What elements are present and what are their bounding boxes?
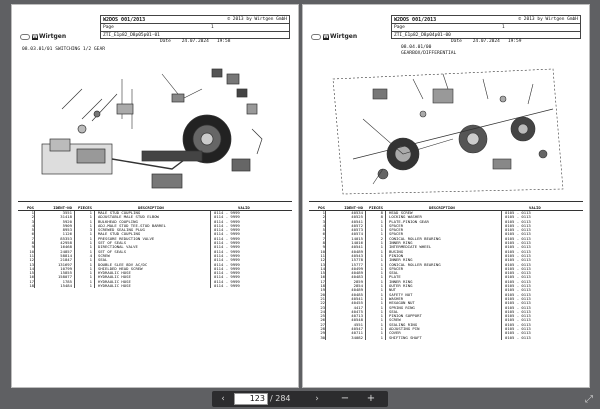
description-cell: HYDRAULIC HOSE (98, 278, 131, 284)
valid-cell: 0105 - 0113 (505, 214, 531, 220)
pos-cell: 14 (320, 265, 325, 271)
valid-cell: 0114 - 9999 (214, 270, 240, 276)
page-number: 1 (502, 25, 505, 30)
pos-cell: 21 (320, 295, 325, 301)
valid-cell: 0105 - 0113 (505, 321, 531, 327)
document-page-left (11, 4, 299, 388)
valid-cell: 0105 - 0113 (505, 317, 531, 323)
valid-cell: 0105 - 0113 (505, 283, 531, 289)
valid-cell: 0114 - 9999 (214, 240, 240, 246)
description-cell: DOUBLE SLEE 8DV AC/DC (98, 261, 148, 267)
pos-cell: 4 (322, 222, 325, 228)
description-cell: HEAD SCREW (389, 210, 413, 215)
zoom-in-button[interactable]: + (366, 393, 376, 404)
description-cell: HYDRAULIC HOSE (98, 270, 131, 276)
pieces-cell: 1 (380, 252, 383, 258)
valid-cell: 0105 - 0113 (505, 261, 531, 267)
description-cell: CONICAL ROLLER BEARING (389, 261, 441, 267)
pos-cell: 13 (29, 261, 34, 267)
pos-cell: 9 (31, 244, 34, 250)
pieces-cell: 1 (89, 231, 92, 237)
description-cell: CONICAL ROLLER BEARING (389, 235, 441, 241)
pieces-cell: 8 (380, 210, 383, 215)
ident-cell: 1126 (62, 231, 72, 237)
pieces-cell: 1 (380, 222, 383, 228)
pos-cell: 17 (320, 278, 325, 284)
ident-cell: 4417 (353, 304, 363, 310)
pos-cell: 8 (31, 240, 34, 246)
valid-cell: 0114 - 9999 (214, 218, 240, 224)
pos-cell: 20 (320, 291, 325, 297)
description-cell: PLATE (389, 274, 401, 280)
pos-cell: 15 (320, 270, 325, 276)
ident-cell: 40548 (351, 317, 363, 323)
pieces-cell: 1 (89, 283, 92, 289)
doc-title: W2DOS 001/2013 (103, 17, 146, 23)
ident-cell: 31418 (60, 214, 72, 220)
pos-cell: 6 (322, 231, 325, 237)
table-divider (385, 211, 386, 340)
description-cell: SET OF SEALS (98, 240, 127, 246)
valid-cell: 0105 - 0113 (505, 222, 531, 228)
valid-cell: 0105 - 0113 (505, 295, 531, 301)
valid-cell: 0114 - 9999 (214, 210, 240, 215)
description-cell: BULKHEAD COUPLING (98, 218, 138, 224)
pieces-cell: 2 (380, 235, 383, 241)
pos-cell: 1 (322, 210, 325, 215)
ident-cell: 15777 (351, 261, 363, 267)
ident-cell: 40573 (351, 227, 363, 233)
table-divider (94, 211, 95, 288)
pos-cell: 16 (29, 274, 34, 280)
description-cell: MALE STUD COUPLING (98, 210, 141, 215)
description-cell: PINION (389, 252, 404, 258)
emblem-icon (311, 34, 321, 40)
valid-cell: 0114 - 9999 (214, 257, 240, 263)
ident-cell: 40485 (351, 291, 363, 297)
valid-cell: 0105 - 0113 (505, 244, 531, 250)
valid-cell: 0114 - 9999 (214, 283, 240, 289)
ident-cell: 15778 (351, 257, 363, 263)
description-cell: INNER RING (389, 278, 413, 284)
description-cell: PRESSURE REDUCTION VALVE (98, 235, 155, 241)
description-cell: INNER RING (389, 257, 413, 263)
description-cell: SCREWED SEALING PLUG (98, 227, 145, 233)
pos-cell: 28 (320, 326, 325, 332)
ident-cell: 16468 (60, 244, 72, 250)
pieces-cell: 1 (380, 248, 383, 254)
ident-cell: 1785 (62, 278, 72, 284)
pieces-cell: 1 (89, 257, 92, 263)
doc-title: W2DOS 001/2013 (394, 17, 437, 23)
table-row (309, 336, 583, 340)
ident-cell: 40711 (351, 330, 363, 336)
description-cell: SEAL (98, 257, 108, 263)
pieces-cell: 1 (380, 326, 383, 332)
description-cell: NUT (389, 287, 397, 293)
description-cell: WASHER (389, 295, 404, 301)
page-number: 1 (211, 25, 214, 30)
file-code: ZTI_E1p82_D8p05p01-01 (103, 32, 160, 38)
valid-cell: 0114 - 9999 (214, 265, 240, 271)
pos-cell: 24 (320, 308, 325, 314)
pos-cell: 19 (320, 287, 325, 293)
description-cell: SPACER (389, 222, 404, 228)
pos-cell: 10 (29, 248, 34, 254)
valid-cell: 0105 - 0113 (505, 313, 531, 319)
ident-cell: 131697 (57, 261, 72, 267)
pos-cell: 2 (31, 214, 34, 220)
valid-cell: 0114 - 9999 (214, 274, 240, 280)
description-cell: SHIFTING SHAFT (389, 334, 422, 340)
date-value: 24.07.2024 (472, 39, 500, 44)
wirtgen-logo: WWirtgen (20, 33, 66, 40)
pos-cell: 23 (320, 304, 325, 310)
valid-cell: 0105 - 0113 (505, 326, 531, 332)
table-divider (74, 211, 75, 288)
valid-cell: 0105 - 0113 (505, 240, 531, 246)
valid-cell: 0114 - 9999 (214, 278, 240, 284)
description-cell: BUSING (389, 248, 404, 254)
copyright: © 2013 by Wirtgen GmbH (518, 17, 578, 22)
pos-cell: 16 (320, 274, 325, 280)
pieces-cell: 1 (380, 278, 383, 284)
ident-cell: 40489 (351, 287, 363, 293)
pos-cell: 11 (29, 252, 34, 258)
pos-cell: 22 (320, 300, 325, 306)
pos-cell: 12 (320, 257, 325, 263)
pos-cell: 7 (31, 235, 34, 241)
pieces-cell: 1 (380, 261, 383, 267)
ident-cell: 58814 (60, 252, 72, 258)
pos-cell: 5 (31, 227, 34, 233)
description-cell: DIRECTIONAL VALVE (98, 244, 138, 250)
valid-cell: 0105 - 0113 (505, 334, 531, 340)
valid-cell: 0114 - 9999 (214, 214, 240, 220)
ident-cell: 21847 (60, 257, 72, 263)
time-value: 19:59 (507, 39, 522, 44)
pieces-cell: 1 (89, 261, 92, 267)
description-cell: LOCKING WASHER (389, 214, 422, 220)
pos-cell: 3 (31, 218, 34, 224)
ident-cell: 14015 (351, 235, 363, 241)
pieces-cell: 1 (380, 291, 383, 297)
ident-cell: 40543 (351, 252, 363, 258)
pos-cell: 14 (29, 265, 34, 271)
ident-cell: 40499 (351, 265, 363, 271)
pos-cell: 18 (29, 283, 34, 289)
ident-cell: 40455 (351, 300, 363, 306)
ident-cell: 40489 (351, 248, 363, 254)
valid-cell: 0105 - 0113 (505, 287, 531, 293)
exploded-diagram (22, 59, 290, 197)
ident-cell: 40489 (351, 270, 363, 276)
pos-cell: 25 (320, 313, 325, 319)
valid-cell: 0114 - 9999 (214, 227, 240, 233)
valid-cell: 0105 - 0113 (505, 265, 531, 271)
pieces-cell: 1 (89, 278, 92, 284)
pieces-cell: 8 (380, 214, 383, 220)
pieces-cell: 1 (380, 321, 383, 327)
pieces-cell: 1 (380, 265, 383, 271)
pieces-cell: 1 (89, 274, 92, 280)
valid-cell: 0114 - 9999 (214, 244, 240, 250)
description-cell: COVER (389, 330, 401, 336)
ident-cell: 40541 (351, 218, 363, 224)
ident-cell: 40541 (351, 295, 363, 301)
header-box: W2DOS 001/2013 © 2013 by Wirtgen GmbH Page 1 ZTI_E1p82_D8p05p01-01 (100, 15, 290, 39)
emblem-icon (20, 34, 30, 40)
description-cell: HYDRAULIC HOSE (98, 274, 131, 280)
description-cell: MALE STUD COUPLING (98, 231, 141, 237)
pos-cell: 15 (29, 270, 34, 276)
pos-cell: 29 (320, 330, 325, 336)
ident-cell: 40574 (351, 231, 363, 237)
valid-cell: 0114 - 9999 (214, 231, 240, 237)
description-cell: ADJUSTABLE MALE STUD ELBOW (98, 214, 159, 220)
pieces-cell: 1 (89, 270, 92, 276)
ident-cell: 2854 (353, 283, 363, 289)
ident-cell: 24857 (60, 248, 72, 254)
description-cell: SEAL (389, 270, 399, 276)
description-cell: ADJ.MALE STUD TEE-STUD BARREL (98, 222, 166, 228)
table-divider (501, 211, 502, 340)
pieces-cell: 1 (380, 308, 383, 314)
valid-cell: 0114 - 9999 (214, 235, 240, 241)
description-cell: SCREW (98, 252, 110, 258)
ident-cell: 40541 (351, 244, 363, 250)
chevron-left-icon[interactable]: ‹ (221, 394, 225, 404)
page-navigation-bar (212, 391, 388, 407)
table-body (18, 211, 292, 288)
pieces-cell: 1 (89, 218, 92, 224)
copyright: © 2013 by Wirtgen GmbH (227, 17, 287, 22)
header-box: W2DOS 001/2013 © 2013 by Wirtgen GmbH Page 1 ZTI_E1p82_D8p04p01-00 (391, 15, 581, 39)
description-cell: HEXAGON NUT (389, 300, 415, 306)
pos-cell: 17 (29, 278, 34, 284)
description-cell: SET OF SEALS (98, 248, 127, 254)
table-header: POS IDENT-NO PIECES DESCRIPTION VALID (309, 201, 583, 211)
pieces-cell: 1 (89, 244, 92, 250)
description-cell: SEALING RING (389, 321, 418, 327)
description-cell: SCREW (389, 317, 401, 323)
document-page-right (302, 4, 590, 388)
date-row: Date 24.07.2024 19:58 (160, 39, 231, 44)
pieces-cell: 1 (380, 334, 383, 340)
valid-cell: 0105 - 0113 (505, 274, 531, 280)
ident-cell: 40572 (351, 222, 363, 228)
description-cell: SEAL (389, 308, 399, 314)
table-divider (365, 211, 366, 340)
pos-cell: 30 (320, 334, 325, 340)
file-code: ZTI_E1p82_D8p04p01-00 (394, 32, 451, 38)
table-header: POS IDENT-NO PIECES DESCRIPTION VALID (18, 201, 292, 211)
pos-cell: 8 (322, 240, 325, 246)
ident-cell: 4551 (353, 321, 363, 327)
description-cell: HYDRAULIC HOSE (98, 283, 131, 289)
chevron-right-icon[interactable]: › (315, 394, 319, 404)
pieces-cell: 1 (380, 300, 383, 306)
pieces-cell: 1 (380, 287, 383, 293)
pos-cell: 26 (320, 317, 325, 323)
description-cell: SPACER (389, 265, 404, 271)
ident-cell: 40713 (351, 313, 363, 319)
pieces-cell: 3 (89, 227, 92, 233)
description-cell: SPACER (389, 231, 404, 237)
date-row: Date 24.07.2024 19:59 (451, 39, 522, 44)
ident-cell: 40534 (351, 210, 363, 215)
pos-cell: 1 (31, 210, 34, 215)
pos-cell: 27 (320, 321, 325, 327)
pos-cell: 12 (29, 257, 34, 263)
pos-cell: 13 (320, 261, 325, 267)
ident-cell: 40475 (351, 308, 363, 314)
date-value: 24.07.2024 (181, 39, 209, 44)
ident-cell: 40483 (351, 274, 363, 280)
pos-cell: 7 (322, 235, 325, 241)
parts-table (18, 201, 292, 288)
pieces-cell: 1 (380, 295, 383, 301)
pos-cell: 18 (320, 283, 325, 289)
ident-cell: 14016 (351, 240, 363, 246)
ident-cell: 85353 (60, 235, 72, 241)
description-cell: SHIELDED HEAD SCREW (98, 265, 143, 271)
pieces-cell: 4 (89, 252, 92, 258)
ident-cell: 40547 (351, 326, 363, 332)
ident-cell: 3551 (62, 210, 72, 215)
ident-cell: 34082 (351, 334, 363, 340)
valid-cell: 0114 - 9999 (214, 222, 240, 228)
pieces-cell: 1 (380, 244, 383, 250)
zoom-out-button[interactable]: − (340, 393, 350, 404)
description-cell: OUTER RING (389, 283, 413, 289)
group-heading: 08.03.01/01 SWITCHING 1/2 GEAR (22, 47, 105, 52)
ident-cell: 2859 (353, 278, 363, 284)
valid-cell: 0114 - 9999 (214, 248, 240, 254)
total-pages: / 284 (270, 394, 291, 403)
pieces-cell: 1 (380, 218, 383, 224)
pos-cell: 3 (322, 218, 325, 224)
ident-cell: 15855 (60, 270, 72, 276)
ident-cell: 158077 (57, 274, 72, 280)
page-number-input[interactable]: 123 (234, 393, 268, 405)
table-divider (34, 211, 35, 288)
pieces-cell: 1 (89, 222, 92, 228)
valid-cell: 0105 - 0113 (505, 210, 531, 215)
wirtgen-logo: WWirtgen (311, 33, 357, 40)
table-divider (325, 211, 326, 340)
pos-cell: 10 (320, 248, 325, 254)
description-cell: ADJUSTING PIN (389, 326, 420, 332)
valid-cell: 0114 - 9999 (214, 261, 240, 267)
ident-cell: 15484 (60, 283, 72, 289)
table-divider (210, 211, 211, 288)
pos-cell: 5 (322, 227, 325, 233)
valid-cell: 0105 - 0113 (505, 304, 531, 310)
valid-cell: 0105 - 0113 (505, 300, 531, 306)
time-value: 19:58 (216, 39, 231, 44)
ident-cell: 8953 (62, 227, 72, 233)
valid-cell: 0105 - 0113 (505, 231, 531, 237)
valid-cell: 0105 - 0113 (505, 248, 531, 254)
description-cell: PINION SUPPORT (389, 313, 422, 319)
pos-cell: 6 (31, 231, 34, 237)
table-body (309, 211, 583, 340)
pieces-cell: 1 (380, 313, 383, 319)
ident-cell: 5920 (62, 218, 72, 224)
pieces-cell: 1 (380, 330, 383, 336)
pieces-cell: 1 (380, 317, 383, 323)
pieces-cell: 1 (380, 304, 383, 310)
valid-cell: 0105 - 0113 (505, 330, 531, 336)
pos-cell: 4 (31, 222, 34, 228)
pieces-cell: 1 (380, 283, 383, 289)
ident-cell: 5909 (62, 222, 72, 228)
pieces-cell: 1 (89, 265, 92, 271)
pieces-cell: 1 (380, 240, 383, 246)
table-row (18, 284, 292, 288)
pieces-cell: 1 (380, 257, 383, 263)
pieces-cell: 1 (380, 231, 383, 237)
pieces-cell: 1 (89, 248, 92, 254)
valid-cell: 0105 - 0113 (505, 278, 531, 284)
valid-cell: 0105 - 0113 (505, 291, 531, 297)
pieces-cell: 1 (380, 227, 383, 233)
valid-cell: 0105 - 0113 (505, 235, 531, 241)
valid-cell: 0105 - 0113 (505, 218, 531, 224)
valid-cell: 0105 - 0113 (505, 308, 531, 314)
description-cell: INNER RING (389, 240, 413, 246)
valid-cell: 0114 - 9999 (214, 252, 240, 258)
description-cell: SPRING RING (389, 304, 415, 310)
fullscreen-icon[interactable]: ⤢ (585, 394, 593, 405)
ident-cell: 10799 (60, 265, 72, 271)
pos-cell: 11 (320, 252, 325, 258)
valid-cell: 0105 - 0113 (505, 227, 531, 233)
exploded-diagram (313, 59, 581, 197)
pieces-cell: 1 (380, 274, 383, 280)
pieces-cell: 1 (89, 240, 92, 246)
ident-cell: 42958 (60, 240, 72, 246)
description-cell: SPACER (389, 227, 404, 233)
pos-cell: 2 (322, 214, 325, 220)
description-cell: PLATE-PINION GEAR (389, 218, 429, 224)
pieces-cell: 1 (380, 270, 383, 276)
group-heading: 08.04.01/00 GEARBOX/DIFFERENTIAL (401, 45, 457, 56)
pos-cell: 9 (322, 244, 325, 250)
description-cell: SAFETY NUT (389, 291, 413, 297)
pieces-cell: 1 (89, 214, 92, 220)
description-cell: INTERMEDIATE WHEEL (389, 244, 432, 250)
parts-table (309, 201, 583, 340)
pieces-cell: 1 (89, 210, 92, 215)
valid-cell: 0105 - 0113 (505, 270, 531, 276)
ident-cell: 40525 (351, 214, 363, 220)
valid-cell: 0105 - 0113 (505, 252, 531, 258)
pieces-cell: 1 (89, 235, 92, 241)
valid-cell: 0105 - 0113 (505, 257, 531, 263)
